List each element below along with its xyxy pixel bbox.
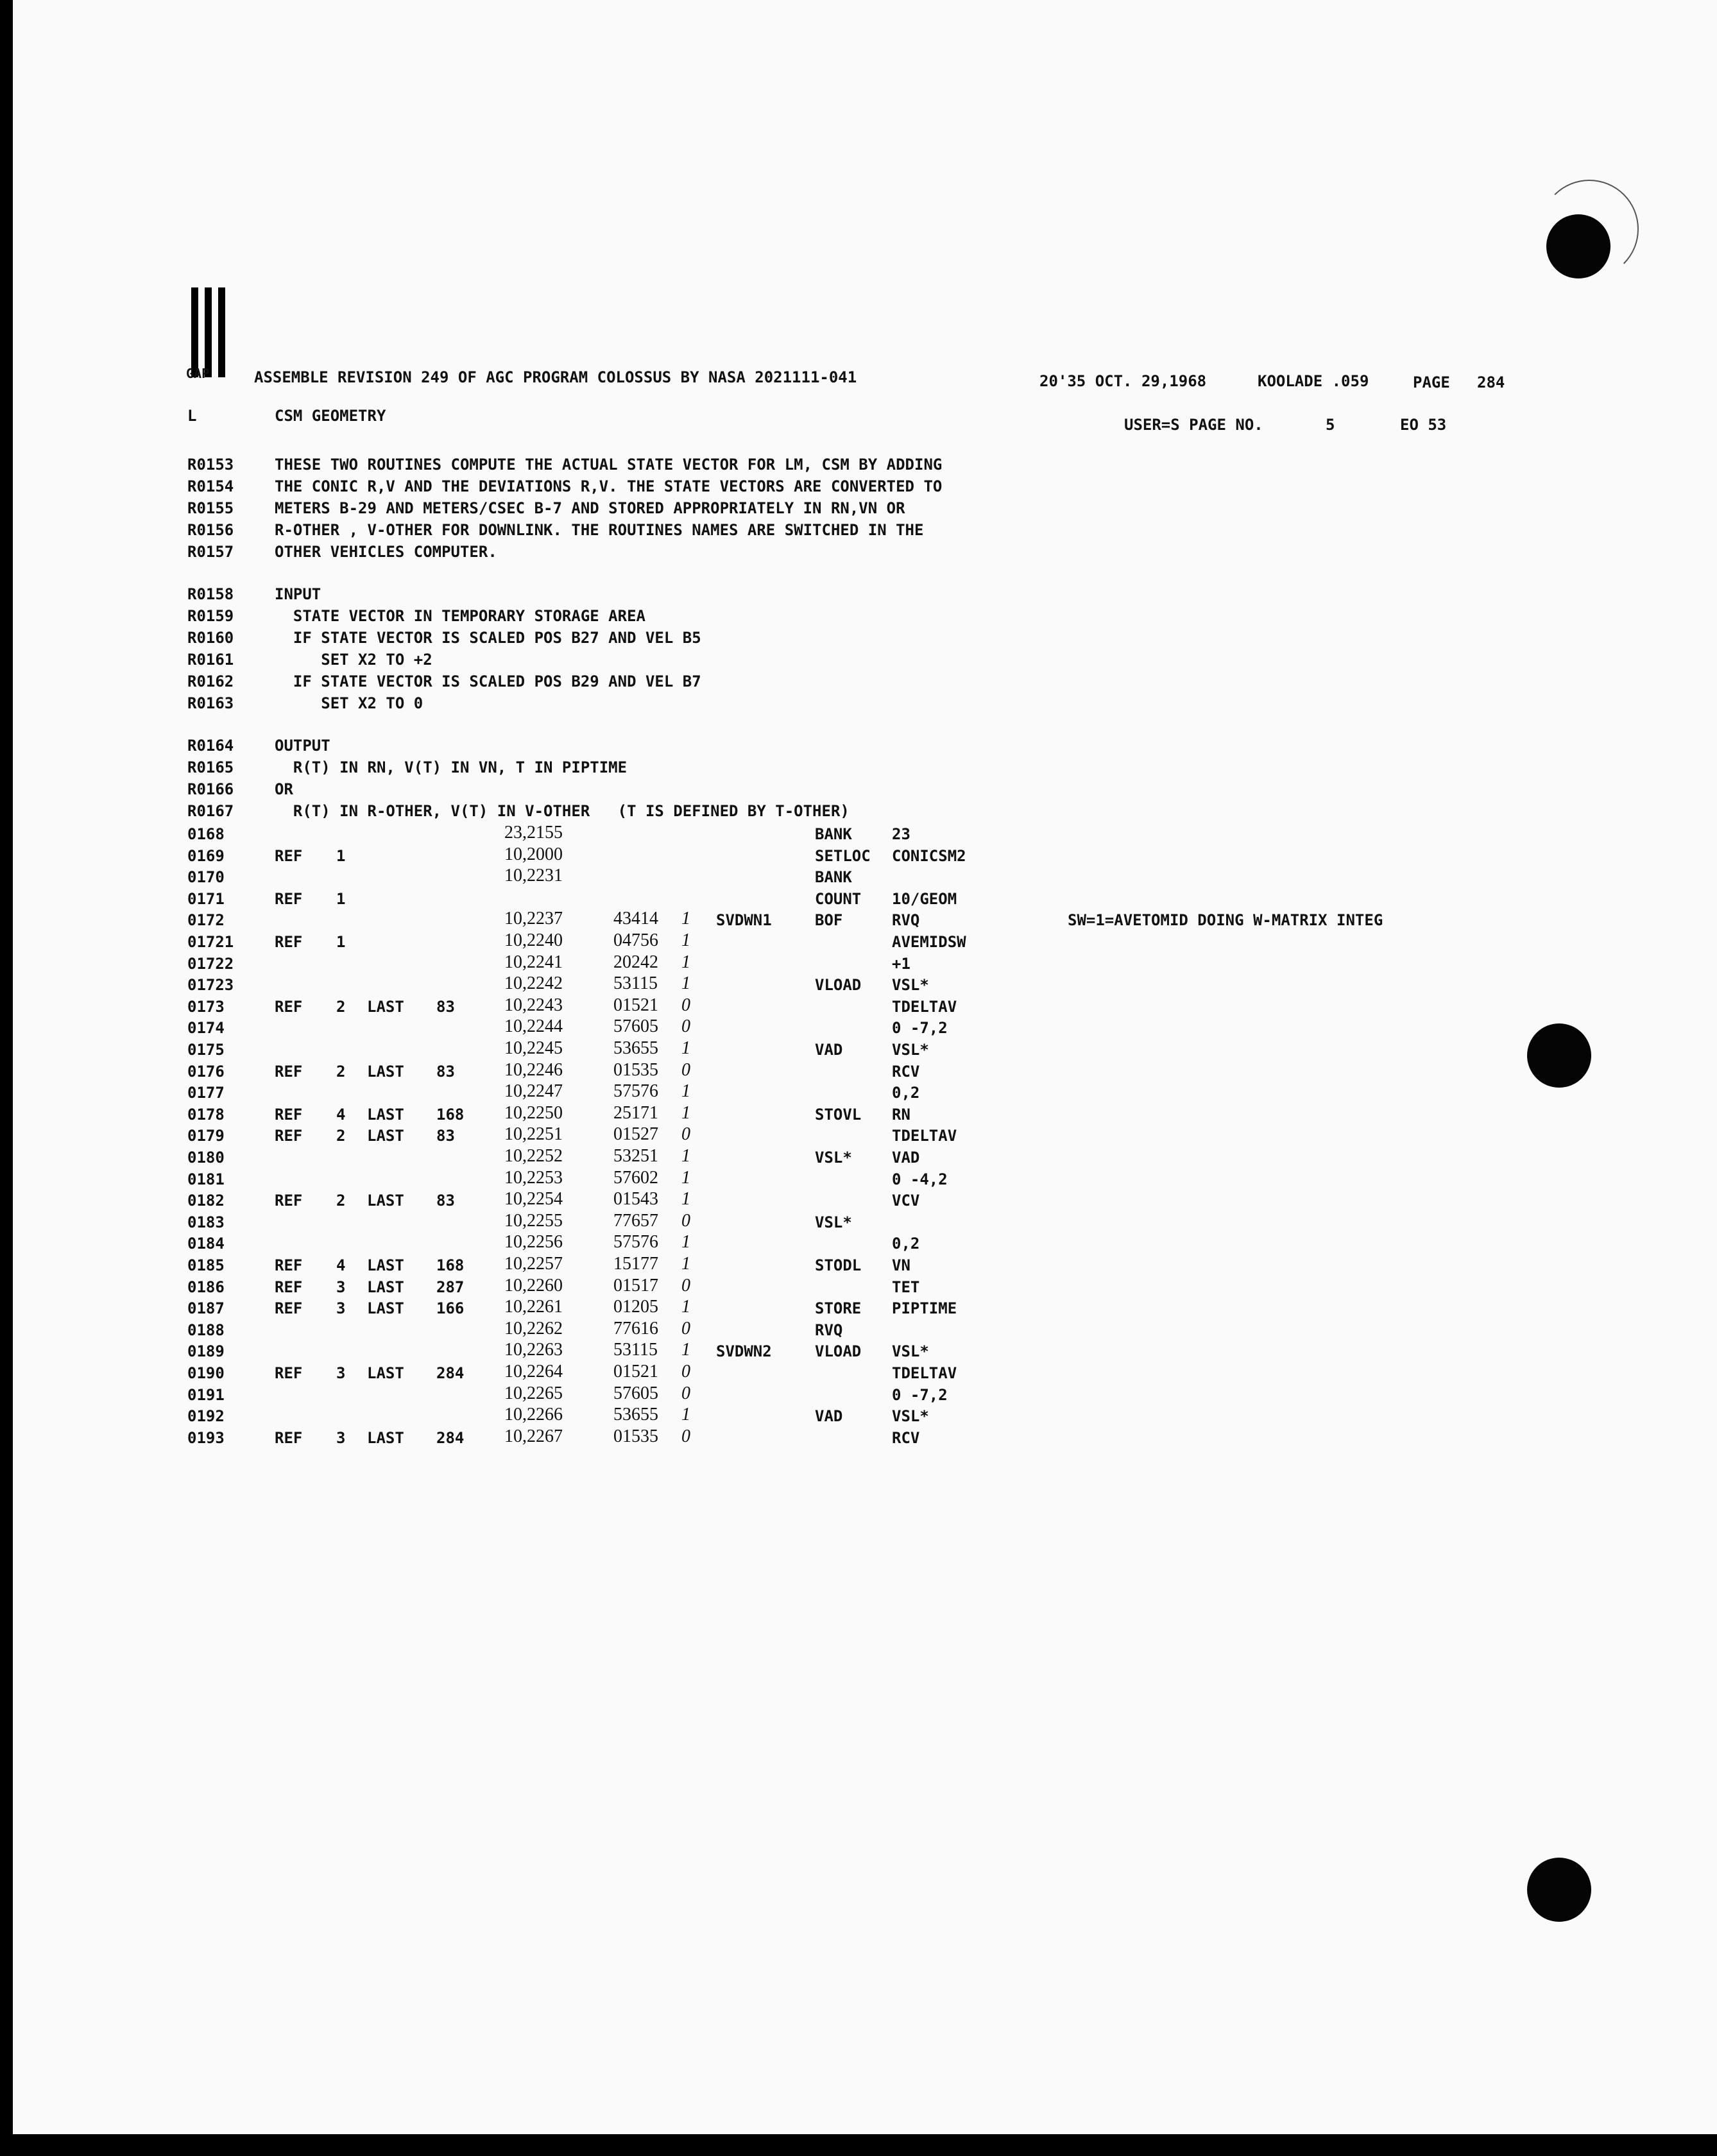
remark-text: SET X2 TO +2	[275, 651, 432, 669]
row-octal: 43414	[613, 909, 658, 928]
row-seq: 01722	[187, 955, 234, 973]
row-address: 10,2264	[504, 1362, 563, 1382]
row-parity: 1	[681, 1146, 690, 1166]
row-ref-count: 2	[336, 1127, 346, 1145]
row-operand: 0 -7,2	[892, 1019, 948, 1037]
row-seq: 0190	[187, 1364, 225, 1382]
row-ref: REF	[275, 933, 303, 951]
header-koolade: KOOLADE .059	[1258, 372, 1369, 390]
header-l: L	[187, 407, 197, 425]
header-page-label: PAGE	[1413, 373, 1450, 391]
row-ref: REF	[275, 998, 303, 1016]
punch-hole-arc	[1540, 180, 1639, 278]
row-operand: PIPTIME	[892, 1299, 957, 1317]
remark-seq: R0165	[187, 758, 234, 776]
remark-text: IF STATE VECTOR IS SCALED POS B29 AND VEL B7	[275, 672, 701, 690]
remark-text: THE CONIC R,V AND THE DEVIATIONS R,V. THE STATE VECTORS ARE CONVERTED TO	[275, 477, 943, 495]
remark-text: INPUT	[275, 585, 321, 603]
remark-text: THESE TWO ROUTINES COMPUTE THE ACTUAL STATE VECTOR FOR LM, CSM BY ADDING	[275, 456, 943, 474]
row-seq: 0182	[187, 1192, 225, 1210]
row-octal: 01205	[613, 1297, 658, 1317]
remark-seq: R0156	[187, 521, 234, 539]
row-octal: 01521	[613, 995, 658, 1015]
row-octal: 53655	[613, 1405, 658, 1425]
row-operand: VSL*	[892, 1342, 929, 1360]
row-opcode: VSL*	[815, 1213, 852, 1231]
row-octal: 20242	[613, 952, 658, 972]
scan-bottom-edge	[0, 2134, 1717, 2156]
row-operand: 0,2	[892, 1084, 920, 1102]
row-seq: 0187	[187, 1299, 225, 1317]
row-opcode: VAD	[815, 1041, 843, 1059]
row-parity: 0	[681, 1211, 690, 1231]
row-address: 10,2267	[504, 1426, 563, 1446]
section-title: CSM GEOMETRY	[275, 407, 386, 425]
row-parity: 0	[681, 995, 690, 1015]
row-address: 10,2231	[504, 866, 563, 886]
row-octal: 53115	[613, 1340, 658, 1360]
scan-left-edge	[0, 0, 13, 2156]
row-last-line: 168	[436, 1256, 465, 1274]
remark-text: OUTPUT	[275, 737, 330, 755]
row-ref: REF	[275, 1106, 303, 1124]
row-address: 10,2255	[504, 1211, 563, 1231]
row-octal: 57576	[613, 1232, 658, 1252]
row-ref-count: 2	[336, 1063, 346, 1081]
printer-tab-marks	[191, 287, 225, 377]
row-operand: TDELTAV	[892, 1364, 957, 1382]
row-opcode: BANK	[815, 825, 852, 843]
row-last: LAST	[367, 998, 404, 1016]
row-label: SVDWN1	[716, 911, 772, 929]
row-parity: 1	[681, 952, 690, 972]
row-ref: REF	[275, 1429, 303, 1447]
row-operand: 0 -7,2	[892, 1386, 948, 1404]
header-page-number: 284	[1477, 373, 1505, 391]
row-ref: REF	[275, 1299, 303, 1317]
row-parity: 1	[681, 1297, 690, 1317]
header-eo: EO 53	[1400, 416, 1447, 434]
row-octal: 57576	[613, 1081, 658, 1101]
row-parity: 1	[681, 1340, 690, 1360]
row-last-line: 83	[436, 1063, 455, 1081]
remark-text: STATE VECTOR IN TEMPORARY STORAGE AREA	[275, 607, 645, 625]
row-ref-count: 1	[336, 933, 346, 951]
header-tab: GAP	[186, 366, 210, 381]
row-parity: 1	[681, 1038, 690, 1058]
row-parity: 1	[681, 909, 690, 928]
remark-seq: R0158	[187, 585, 234, 603]
row-address: 10,2263	[504, 1340, 563, 1360]
row-parity: 0	[681, 1124, 690, 1144]
row-operand: VN	[892, 1256, 910, 1274]
row-seq: 0170	[187, 868, 225, 886]
row-seq: 0192	[187, 1407, 225, 1425]
row-parity: 1	[681, 930, 690, 950]
row-seq: 0179	[187, 1127, 225, 1145]
row-octal: 15177	[613, 1254, 658, 1274]
row-octal: 57605	[613, 1383, 658, 1403]
remark-seq: R0153	[187, 456, 234, 474]
row-octal: 53251	[613, 1146, 658, 1166]
row-address: 10,2000	[504, 844, 563, 864]
row-octal: 01527	[613, 1124, 658, 1144]
row-address: 10,2250	[504, 1103, 563, 1123]
row-operand: VAD	[892, 1149, 920, 1167]
row-last: LAST	[367, 1063, 404, 1081]
row-address: 10,2265	[504, 1383, 563, 1403]
row-ref: REF	[275, 1192, 303, 1210]
remark-seq: R0157	[187, 543, 234, 561]
row-octal: 01517	[613, 1276, 658, 1296]
row-ref: REF	[275, 1278, 303, 1296]
row-operand: VSL*	[892, 1041, 929, 1059]
row-ref: REF	[275, 1063, 303, 1081]
row-octal: 25171	[613, 1103, 658, 1123]
row-octal: 53115	[613, 973, 658, 993]
row-ref-count: 3	[336, 1278, 346, 1296]
row-ref-count: 1	[336, 847, 346, 865]
row-address: 10,2251	[504, 1124, 563, 1144]
row-address: 10,2237	[504, 909, 563, 928]
row-seq: 0176	[187, 1063, 225, 1081]
row-address: 10,2260	[504, 1276, 563, 1296]
punch-hole	[1527, 1858, 1591, 1922]
punch-hole	[1527, 1023, 1591, 1088]
remark-text: R(T) IN RN, V(T) IN VN, T IN PIPTIME	[275, 758, 628, 776]
row-opcode: BOF	[815, 911, 843, 929]
row-ref: REF	[275, 890, 303, 908]
header-user-page: 5	[1326, 416, 1335, 434]
row-last-line: 168	[436, 1106, 465, 1124]
row-parity: 0	[681, 1426, 690, 1446]
row-seq: 0191	[187, 1386, 225, 1404]
row-seq: 01721	[187, 933, 234, 951]
row-address: 10,2247	[504, 1081, 563, 1101]
row-last-line: 83	[436, 998, 455, 1016]
row-address: 10,2243	[504, 995, 563, 1015]
row-opcode: STORE	[815, 1299, 862, 1317]
header-datetime: 20'35 OCT. 29,1968	[1039, 372, 1207, 390]
row-opcode: VLOAD	[815, 1342, 862, 1360]
row-last-line: 83	[436, 1127, 455, 1145]
row-parity: 1	[681, 1232, 690, 1252]
row-octal: 57602	[613, 1168, 658, 1188]
row-last: LAST	[367, 1127, 404, 1145]
row-parity: 0	[681, 1016, 690, 1036]
row-opcode: BANK	[815, 868, 852, 886]
row-parity: 1	[681, 1168, 690, 1188]
row-operand: TET	[892, 1278, 920, 1296]
header-assemble: ASSEMBLE REVISION 249 OF AGC PROGRAM COLOSSUS BY NASA 2021111-041	[254, 368, 857, 386]
row-ref: REF	[275, 1364, 303, 1382]
row-ref-count: 3	[336, 1364, 346, 1382]
row-operand: TDELTAV	[892, 998, 957, 1016]
remark-text: METERS B-29 AND METERS/CSEC B-7 AND STORED APPROPRIATELY IN RN,VN OR	[275, 499, 905, 517]
row-address: 10,2266	[504, 1405, 563, 1425]
row-last: LAST	[367, 1299, 404, 1317]
row-seq: 0171	[187, 890, 225, 908]
row-ref: REF	[275, 1127, 303, 1145]
row-seq: 0181	[187, 1170, 225, 1188]
row-ref: REF	[275, 847, 303, 865]
remark-seq: R0164	[187, 737, 234, 755]
row-address: 10,2240	[504, 930, 563, 950]
row-seq: 0189	[187, 1342, 225, 1360]
row-last-line: 284	[436, 1364, 465, 1382]
row-operand: VSL*	[892, 1407, 929, 1425]
row-address: 10,2256	[504, 1232, 563, 1252]
row-last-line: 287	[436, 1278, 465, 1296]
remark-seq: R0159	[187, 607, 234, 625]
row-address: 10,2253	[504, 1168, 563, 1188]
row-operand: 23	[892, 825, 910, 843]
row-operand: TDELTAV	[892, 1127, 957, 1145]
remark-seq: R0154	[187, 477, 234, 495]
row-parity: 0	[681, 1362, 690, 1382]
row-seq: 0180	[187, 1149, 225, 1167]
row-ref-count: 4	[336, 1106, 346, 1124]
remark-seq: R0160	[187, 629, 234, 647]
row-parity: 1	[681, 1254, 690, 1274]
row-operand: RCV	[892, 1063, 920, 1081]
row-parity: 1	[681, 1405, 690, 1425]
row-address: 10,2241	[504, 952, 563, 972]
remark-seq: R0163	[187, 694, 234, 712]
remark-text: SET X2 TO 0	[275, 694, 423, 712]
row-last: LAST	[367, 1429, 404, 1447]
header-user: USER=S PAGE NO.	[1124, 416, 1263, 434]
row-parity: 0	[681, 1060, 690, 1080]
row-ref: REF	[275, 1256, 303, 1274]
row-parity: 1	[681, 973, 690, 993]
row-seq: 01723	[187, 976, 234, 994]
remark-text: R-OTHER , V-OTHER FOR DOWNLINK. THE ROUTINES NAMES ARE SWITCHED IN THE	[275, 521, 924, 539]
row-last: LAST	[367, 1192, 404, 1210]
row-address: 10,2244	[504, 1016, 563, 1036]
row-address: 10,2257	[504, 1254, 563, 1274]
row-ref-count: 2	[336, 1192, 346, 1210]
row-operand: RVQ	[892, 911, 920, 929]
row-opcode: VAD	[815, 1407, 843, 1425]
row-parity: 0	[681, 1383, 690, 1403]
row-operand: CONICSM2	[892, 847, 966, 865]
row-address: 10,2262	[504, 1319, 563, 1339]
row-opcode: STOVL	[815, 1106, 862, 1124]
row-comment: SW=1=AVETOMID DOING W-MATRIX INTEG	[1068, 911, 1383, 929]
row-address: 10,2252	[504, 1146, 563, 1166]
row-operand: VCV	[892, 1192, 920, 1210]
row-operand: RCV	[892, 1429, 920, 1447]
row-operand: 10/GEOM	[892, 890, 957, 908]
row-opcode: RVQ	[815, 1321, 843, 1339]
row-last-line: 284	[436, 1429, 465, 1447]
row-seq: 0184	[187, 1235, 225, 1253]
remark-seq: R0166	[187, 780, 234, 798]
row-last: LAST	[367, 1106, 404, 1124]
row-octal: 04756	[613, 930, 658, 950]
row-last-line: 166	[436, 1299, 465, 1317]
row-octal: 57605	[613, 1016, 658, 1036]
row-seq: 0169	[187, 847, 225, 865]
remark-seq: R0161	[187, 651, 234, 669]
row-operand: AVEMIDSW	[892, 933, 966, 951]
row-parity: 1	[681, 1103, 690, 1123]
row-seq: 0173	[187, 998, 225, 1016]
row-operand: VSL*	[892, 976, 929, 994]
row-opcode: STODL	[815, 1256, 862, 1274]
row-octal: 01535	[613, 1426, 658, 1446]
remark-text: OTHER VEHICLES COMPUTER.	[275, 543, 497, 561]
remark-text: R(T) IN R-OTHER, V(T) IN V-OTHER (T IS DEFINED BY T-OTHER)	[275, 802, 850, 820]
row-ref-count: 3	[336, 1429, 346, 1447]
row-seq: 0174	[187, 1019, 225, 1037]
row-octal: 77657	[613, 1211, 658, 1231]
row-parity: 1	[681, 1081, 690, 1101]
row-seq: 0193	[187, 1429, 225, 1447]
row-seq: 0183	[187, 1213, 225, 1231]
row-address: 10,2254	[504, 1189, 563, 1209]
row-operand: 0,2	[892, 1235, 920, 1253]
remark-seq: R0162	[187, 672, 234, 690]
row-last: LAST	[367, 1364, 404, 1382]
row-seq: 0175	[187, 1041, 225, 1059]
row-opcode: VLOAD	[815, 976, 862, 994]
remark-seq: R0155	[187, 499, 234, 517]
row-address: 10,2242	[504, 973, 563, 993]
remark-text: IF STATE VECTOR IS SCALED POS B27 AND VEL B5	[275, 629, 701, 647]
row-parity: 1	[681, 1189, 690, 1209]
row-address: 10,2261	[504, 1297, 563, 1317]
row-seq: 0186	[187, 1278, 225, 1296]
row-seq: 0188	[187, 1321, 225, 1339]
row-octal: 01521	[613, 1362, 658, 1382]
row-octal: 77616	[613, 1319, 658, 1339]
row-opcode: SETLOC	[815, 847, 871, 865]
row-octal: 01543	[613, 1189, 658, 1209]
row-seq: 0185	[187, 1256, 225, 1274]
row-ref-count: 3	[336, 1299, 346, 1317]
remark-text: OR	[275, 780, 293, 798]
row-opcode: VSL*	[815, 1149, 852, 1167]
row-opcode: COUNT	[815, 890, 862, 908]
row-operand: +1	[892, 955, 910, 973]
row-seq: 0168	[187, 825, 225, 843]
remark-seq: R0167	[187, 802, 234, 820]
row-address: 10,2245	[504, 1038, 563, 1058]
row-ref-count: 1	[336, 890, 346, 908]
row-seq: 0177	[187, 1084, 225, 1102]
row-operand: 0 -4,2	[892, 1170, 948, 1188]
row-address: 23,2155	[504, 823, 563, 843]
row-octal: 53655	[613, 1038, 658, 1058]
row-operand: RN	[892, 1106, 910, 1124]
row-octal: 01535	[613, 1060, 658, 1080]
row-label: SVDWN2	[716, 1342, 772, 1360]
row-last-line: 83	[436, 1192, 455, 1210]
row-address: 10,2246	[504, 1060, 563, 1080]
row-ref-count: 2	[336, 998, 346, 1016]
row-seq: 0178	[187, 1106, 225, 1124]
row-parity: 0	[681, 1319, 690, 1339]
row-ref-count: 4	[336, 1256, 346, 1274]
row-seq: 0172	[187, 911, 225, 929]
row-parity: 0	[681, 1276, 690, 1296]
row-last: LAST	[367, 1278, 404, 1296]
row-last: LAST	[367, 1256, 404, 1274]
